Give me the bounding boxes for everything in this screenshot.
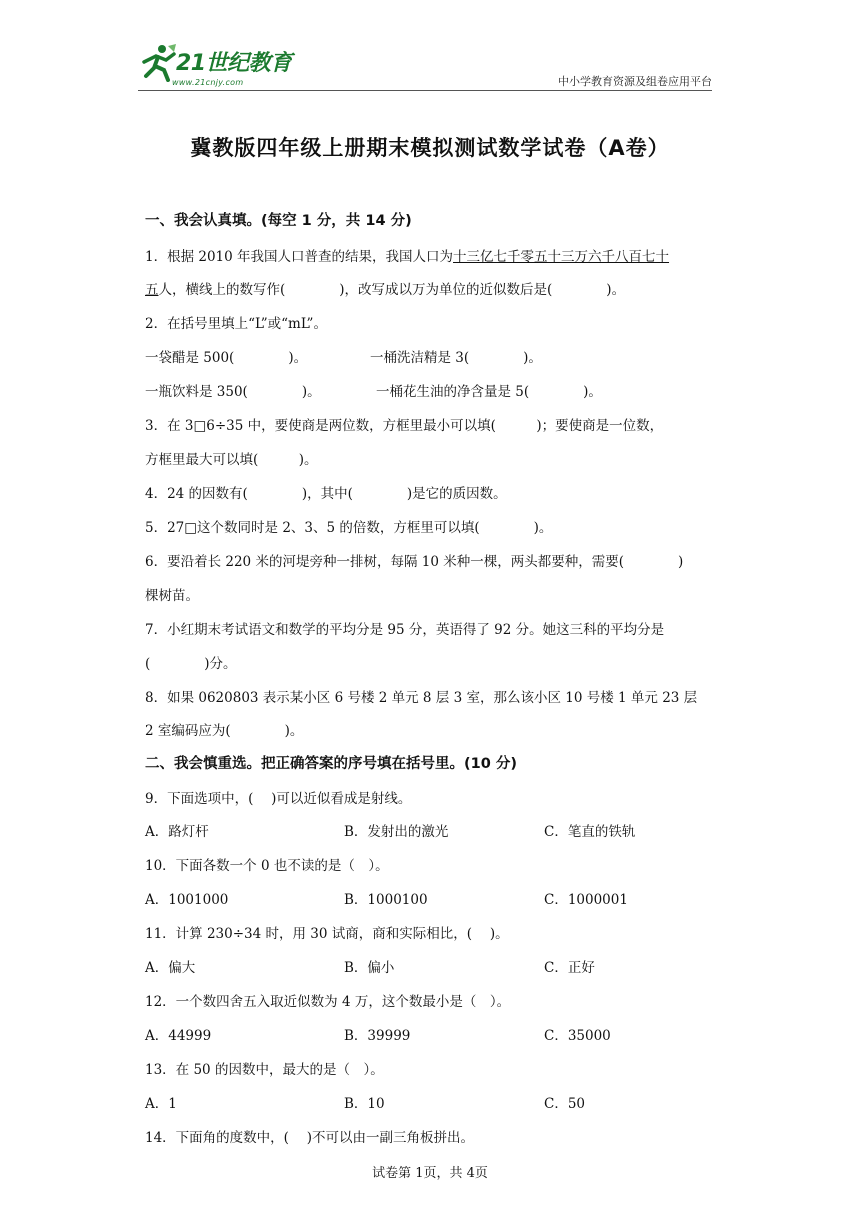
question-8-line2: 2 室编码应为( )。 [145, 723, 304, 739]
q12-option-b: B．39999 [344, 1028, 411, 1044]
q11-option-b: B．偏小 [344, 960, 395, 976]
q1-text-b: 人，横线上的数写作( )，改写成以万为单位的近似数后是( )。 [158, 282, 626, 298]
question-4: 4．24 的因数有( )，其中( )是它的质因数。 [145, 486, 507, 502]
q13-option-b: B．10 [344, 1096, 385, 1112]
q1-underlined-number-end: 五 [145, 282, 159, 298]
q12-option-a: A．44999 [145, 1028, 212, 1044]
logo [138, 40, 308, 90]
q2-item-c: 一瓶饮料是 350( )。 [145, 384, 321, 400]
platform-name: 中小学教育资源及组卷应用平台 [558, 75, 712, 88]
q9-option-c: C．笔直的铁轨 [544, 824, 636, 840]
q2-item-d: 一桶花生油的净含量是 5( )。 [376, 384, 602, 400]
question-10: 10．下面各数一个 0 也不读的是（ ）。 [145, 858, 389, 874]
question-14: 14．下面角的度数中，( )不可以由一副三角板拼出。 [145, 1130, 475, 1146]
question-6-line1: 6．要沿着长 220 米的河堤旁种一排树，每隔 10 米种一棵，两头都要种，需要( ) [145, 554, 684, 570]
q2-item-a: 一袋醋是 500( )。 [145, 350, 308, 366]
section1-heading: 一、我会认真填。(每空 1 分，共 14 分) [145, 213, 412, 229]
question-11: 11．计算 230÷34 时，用 30 试商，商和实际相比，( )。 [145, 926, 509, 942]
question-9: 9．下面选项中，( )可以近似看成是射线。 [145, 791, 412, 807]
question-3-line1: 3．在 3□6÷35 中，要使商是两位数，方框里最小可以填( )；要使商是一位数， [145, 418, 664, 434]
question-1-line1 [145, 248, 669, 266]
q13-option-c: C．50 [544, 1096, 586, 1112]
question-5: 5．27□这个数同时是 2、3、5 的倍数，方框里可以填( )。 [145, 520, 553, 536]
question-1-line2 [145, 281, 625, 299]
q1-underlined-number: 十三亿七千零五十三万六千八百七十 [453, 249, 670, 265]
question-7-line2: ( )分。 [145, 656, 237, 672]
q9-option-a: A．路灯杆 [145, 824, 209, 840]
q9-option-b: B．发射出的激光 [344, 824, 449, 840]
question-6-line2: 棵树苗。 [145, 588, 199, 604]
page-number: 试卷第 1页，共 4页 [372, 1166, 488, 1181]
q12-option-c: C．35000 [544, 1028, 611, 1044]
section2-heading: 二、我会慎重选。把正确答案的序号填在括号里。(10 分) [145, 756, 517, 772]
page-title: 冀教版四年级上册期末模拟测试数学试卷（A卷） [190, 136, 670, 160]
q13-option-a: A．1 [145, 1096, 177, 1112]
runner-logo-icon [138, 42, 178, 82]
q11-option-a: A．偏大 [145, 960, 196, 976]
header-divider [138, 90, 712, 91]
q10-option-b: B．1000100 [344, 892, 428, 908]
question-13: 13．在 50 的因数中，最大的是（ ）。 [145, 1062, 384, 1078]
logo-text: 21世纪教育 [176, 51, 292, 76]
question-12: 12．一个数四舍五入取近似数为 4 万，这个数最小是（ ）。 [145, 994, 511, 1010]
q1-text-a: 1．根据 2010 年我国人口普查的结果，我国人口为 [145, 249, 454, 265]
q11-option-c: C．正好 [544, 960, 595, 976]
q10-option-a: A．1001000 [145, 892, 229, 908]
question-3-line2: 方框里最大可以填( )。 [145, 452, 318, 468]
page-header [138, 40, 712, 90]
question-8-line1: 8．如果 0620803 表示某小区 6 号楼 2 单元 8 层 3 室，那么该小区 10 号楼 1 单元 23 层 [145, 690, 698, 706]
question-7-line1: 7．小红期末考试语文和数学的平均分是 95 分，英语得了 92 分。她这三科的平均分是 [145, 622, 665, 638]
q2-item-b: 一桶洗洁精是 3( )。 [370, 350, 542, 366]
q10-option-c: C．1000001 [544, 892, 628, 908]
logo-url: www.21cnjy.com [172, 78, 244, 87]
question-2: 2．在括号里填上“L”或“mL”。 [145, 316, 327, 332]
